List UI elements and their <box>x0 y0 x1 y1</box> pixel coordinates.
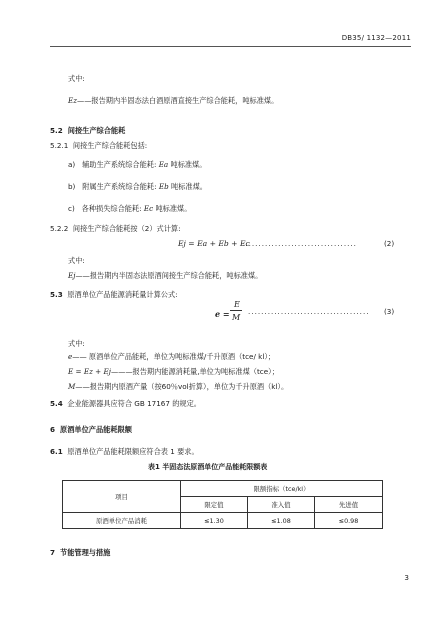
clause-number: 5.3 <box>50 290 63 299</box>
where-label: 式中: <box>68 74 85 83</box>
list-text: 附属生产系统综合能耗: <box>82 182 157 191</box>
section-title: 节能管理与措施 <box>60 548 111 557</box>
formula-2-leader: ................................... <box>242 239 357 248</box>
page-number: 3 <box>404 573 409 582</box>
formula-3-numerator: E <box>234 300 240 309</box>
table-subheader: 限定值 <box>181 497 248 513</box>
section-number: 7 <box>50 548 56 557</box>
table-cell: ≤0.98 <box>315 513 383 529</box>
clause-5-4 <box>50 399 201 408</box>
clause-number: 5.4 <box>50 399 63 408</box>
table-row <box>63 513 383 529</box>
section-7-heading <box>50 548 110 557</box>
e-definition <box>68 352 275 361</box>
fraction-bar <box>230 310 242 311</box>
M-definition <box>68 382 288 391</box>
ea-symbol: Ea <box>158 160 169 169</box>
clause-text: 原酒单位产品能源消耗量计算公式: <box>67 290 178 299</box>
section-number: 6 <box>50 425 56 434</box>
formula-3-denominator: M <box>232 313 241 322</box>
section-6-heading <box>50 425 132 434</box>
ec-symbol: Ec <box>143 204 154 213</box>
equation-number-2: (2) <box>384 239 395 248</box>
clause-5-3 <box>50 290 178 299</box>
list-item-b <box>68 182 207 191</box>
section-number: 5.2 <box>50 126 63 135</box>
list-marker: b) <box>68 182 76 191</box>
list-item-a <box>68 160 206 169</box>
formula-3-leader: ..................................... <box>248 307 370 316</box>
clause-text: 原酒单位产品能耗限额应符合表 1 要求。 <box>67 447 199 456</box>
ez-definition <box>68 96 278 105</box>
formula-2: Ej = Ea + Eb + Ec <box>178 239 250 248</box>
list-text: 辅助生产系统综合能耗: <box>82 160 157 169</box>
M-text: ——报告期内原酒产量（按60％vol折算），单位为千升原酒（kl）。 <box>75 382 289 391</box>
list-unit: 吨标准煤。 <box>155 204 192 213</box>
where-label: 式中: <box>68 256 85 265</box>
equation-number-3: (3) <box>384 307 395 316</box>
list-unit: 吨标准煤。 <box>171 182 207 191</box>
table-subheader: 先进值 <box>315 497 383 513</box>
E-symbol: E = Ez + Ej <box>68 367 111 376</box>
ej-definition <box>68 271 262 280</box>
ej-text: ——报告期内半固态法原酒间接生产综合能耗，吨标准煤。 <box>75 271 263 280</box>
list-marker: c) <box>68 204 75 213</box>
clause-6-1 <box>50 447 199 456</box>
section-title: 间接生产综合能耗 <box>67 126 126 135</box>
table-cell: ≤1.30 <box>181 513 248 529</box>
table-cell: ≤1.08 <box>248 513 315 529</box>
M-symbol: M <box>68 382 76 391</box>
limit-table <box>62 480 383 529</box>
list-unit: 吨标准煤。 <box>170 160 207 169</box>
e-symbol: e <box>68 352 73 361</box>
clause-text: 企业能源器具应符合 GB 17167 的规定。 <box>67 399 201 408</box>
clause-5-2-1 <box>50 141 147 150</box>
table-header-item: 项目 <box>63 481 181 513</box>
header-rule <box>50 46 411 47</box>
list-marker: a) <box>68 160 76 169</box>
table-cell-item: 原酒单位产品消耗 <box>63 513 181 529</box>
clause-text: 间接生产综合能耗按（2）式计算: <box>72 224 181 233</box>
ez-symbol: Ez <box>68 96 78 105</box>
E-definition <box>68 367 279 376</box>
standard-code: DB35/ 1132—2011 <box>341 34 411 42</box>
clause-number: 5.2.2 <box>50 224 69 233</box>
e-text: —— 原酒单位产品能耗，单位为吨标准煤/千升原酒（tce/ kl）； <box>72 352 276 361</box>
clause-5-2-2 <box>50 224 181 233</box>
table-caption: 表1 半固态法原酒单位产品能耗限额表 <box>148 463 268 471</box>
eb-symbol: Eb <box>158 182 169 191</box>
clause-number: 5.2.1 <box>50 141 69 150</box>
section-5-2-heading <box>50 126 125 135</box>
clause-text: 间接生产综合能耗包括: <box>72 141 148 150</box>
table-subheader: 准入值 <box>248 497 315 513</box>
where-label: 式中: <box>68 339 85 348</box>
formula-3-lhs: e = <box>215 309 230 319</box>
list-item-c <box>68 204 191 213</box>
list-text: 各种损失综合能耗: <box>81 204 142 213</box>
section-title: 原酒单位产品能耗限额 <box>60 425 132 434</box>
E-text: ———报告期内能源消耗量,单位为吨标准煤（tce）； <box>110 367 279 376</box>
clause-number: 6.1 <box>50 447 63 456</box>
table-header-group: 限额指标（tce/kl） <box>181 481 383 497</box>
ej-symbol: Ej <box>68 271 76 280</box>
ez-text: ——报告期内半固态法白酒原酒直接生产综合能耗，吨标准煤。 <box>77 96 279 105</box>
